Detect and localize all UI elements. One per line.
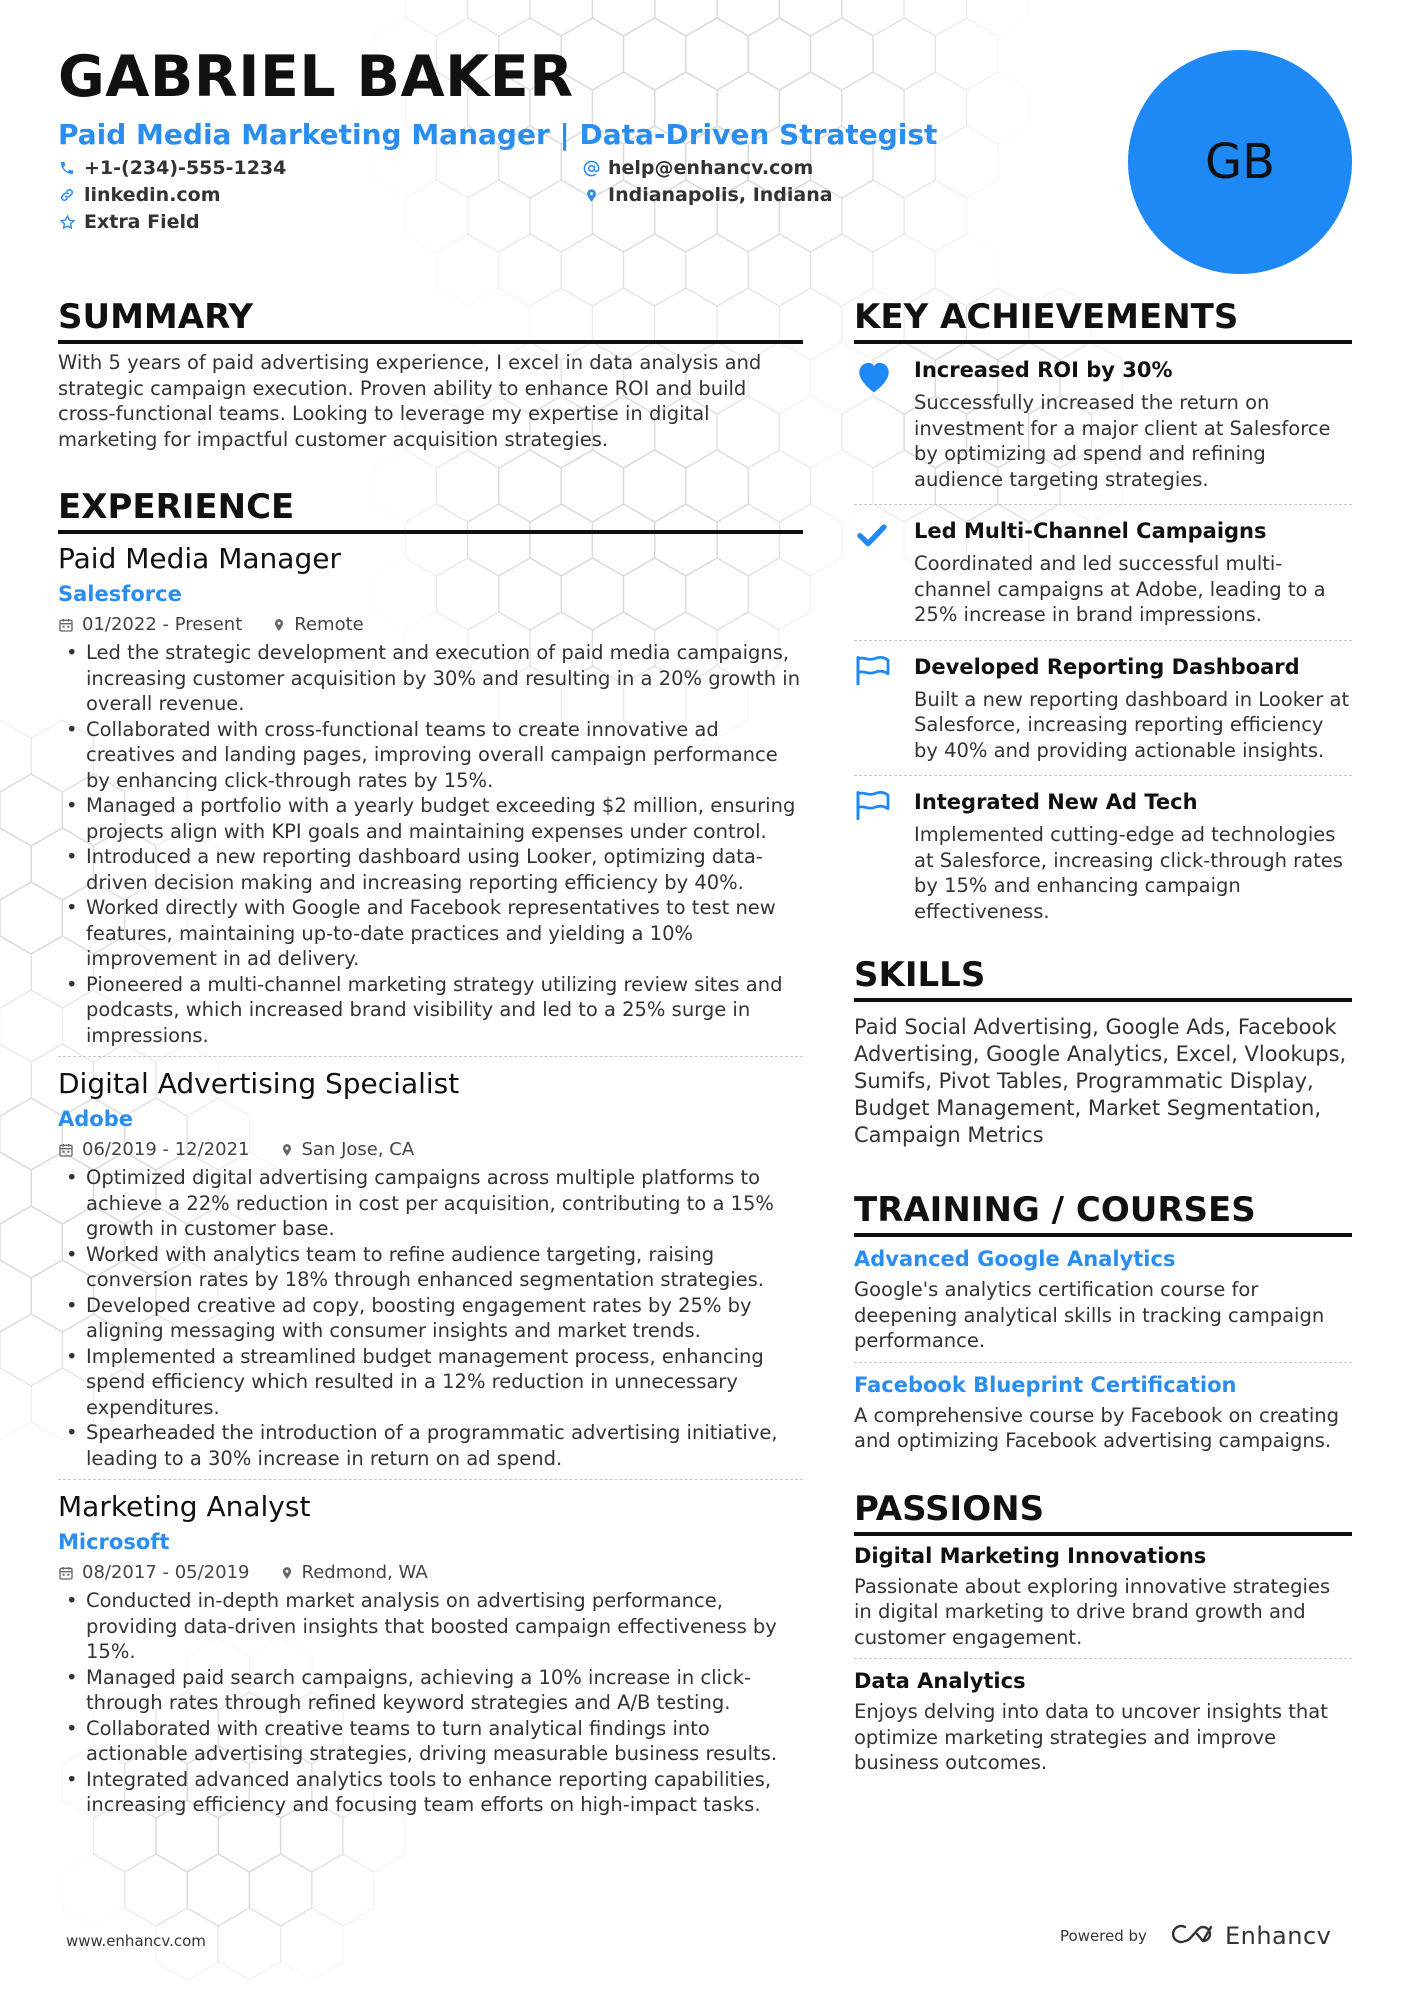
at-icon (582, 159, 600, 177)
bullet-item: • Developed creative ad copy, boosting engagement rates by 25% by aligning messaging with consumer insights and market trends. (58, 1293, 803, 1344)
contact-location (582, 184, 833, 206)
contact-phone[interactable] (58, 157, 286, 179)
brand-name: Enhancv (1224, 1922, 1332, 1950)
avatar-initials: GB (1204, 134, 1276, 190)
email-text: help@enhancv.com (608, 157, 814, 179)
bullet-item: • Introduced a new reporting dashboard using Looker, optimizing data-driven decision making and increasing reporting efficiency by 40%. (58, 844, 803, 895)
experience-heading: EXPERIENCE (58, 486, 803, 534)
contact-linkedin[interactable] (58, 184, 221, 206)
course-title[interactable]: Advanced Google Analytics (854, 1247, 1176, 1271)
job-title: Marketing Analyst (58, 1490, 311, 1523)
achievement-description: Implemented cutting-edge ad technologies at Salesforce, increasing click-through rates by 15% and enhancing campaign effectiveness. (914, 823, 1343, 923)
location-pin-icon (272, 617, 286, 633)
contact-extra (58, 211, 200, 233)
job-bullets (58, 1588, 803, 1818)
achievement-title: Integrated New Ad Tech (914, 790, 1198, 814)
passion-item (854, 1542, 1352, 1660)
achievement-title: Developed Reporting Dashboard (914, 654, 1300, 679)
bullet-item: • Managed paid search campaigns, achieving a 10% increase in click-through rates through refined keyword strategies and A/B testing. (58, 1665, 803, 1716)
passion-item (854, 1667, 1352, 1776)
company-name[interactable]: Salesforce (58, 582, 182, 606)
job-meta (58, 1137, 803, 1163)
course-item (854, 1245, 1352, 1363)
achievement-description: Coordinated and led successful multi-channel campaigns at Adobe, leading to a 25% increase in brand impressions. (914, 552, 1326, 626)
enhancv-logo-icon (1171, 1922, 1217, 1950)
job-bullets (58, 1165, 803, 1471)
experience-entry (58, 542, 803, 1057)
linkedin-text: linkedin.com (84, 184, 221, 206)
bullet-item: • Conducted in-depth market analysis on advertising performance, providing data-driven insights that boosted campaign effectiveness by 15%. (58, 1588, 803, 1665)
bullet-item: • Collaborated with creative teams to turn analytical findings into actionable advertising strategies, driving measurable business results. (58, 1716, 803, 1767)
course-item (854, 1371, 1352, 1454)
passion-title: Data Analytics (854, 1669, 1026, 1693)
company-name[interactable]: Adobe (58, 1107, 133, 1131)
phone-icon (58, 159, 76, 177)
skills-heading: SKILLS (854, 954, 1352, 1002)
footer-branding[interactable] (1060, 1922, 1331, 1950)
location-pin-icon (280, 1565, 294, 1581)
powered-by-label: Powered by (1060, 1927, 1147, 1945)
achievements-heading: KEY ACHIEVEMENTS (854, 296, 1352, 344)
achievement-item (854, 356, 1352, 505)
skills-list: Paid Social Advertising, Google Ads, Facebook Advertising, Google Analytics, Excel, Vlookups, Sumifs, Pivot Tables, Programmatic Display, Budget Management, Market Segmentation, Campaign Metrics (854, 1015, 1347, 1147)
bullet-item: • Collaborated with cross-functional teams to create innovative ad creatives and landing pages, improving overall campaign performance by enhancing click-through rates by 15%. (58, 717, 803, 794)
bullet-item: • Managed a portfolio with a yearly budget exceeding $2 million, ensuring projects align with KPI goals and maintaining expenses under control. (58, 793, 803, 844)
calendar-icon (58, 1142, 74, 1158)
course-title[interactable]: Facebook Blueprint Certification (854, 1372, 1237, 1397)
job-location: San Jose, CA (301, 1139, 415, 1160)
job-meta (58, 1560, 803, 1586)
calendar-icon (58, 1565, 74, 1581)
experience-entry (58, 1067, 803, 1480)
bullet-item: • Worked with analytics team to refine audience targeting, raising conversion rates by 18% through enhanced segmentation strategies. (58, 1242, 803, 1293)
job-title: Paid Media Manager (58, 542, 341, 575)
flag-icon (854, 788, 914, 924)
achievement-title: Increased ROI by 30% (914, 358, 1173, 382)
candidate-headline: Paid Media Marketing Manager | Data-Driven Strategist (58, 118, 938, 151)
training-heading: TRAINING / COURSES (854, 1189, 1352, 1237)
job-dates: 01/2022 - Present (82, 614, 243, 635)
calendar-icon (58, 617, 74, 633)
flag-icon (854, 653, 914, 764)
right-column (854, 296, 1352, 1776)
bullet-item: • Led the strategic development and execution of paid media campaigns, increasing customer acquisition by 30% and resulting in a 20% growth in overall revenue. (58, 640, 803, 717)
passion-title: Digital Marketing Innovations (854, 1543, 1207, 1568)
bullet-item: • Optimized digital advertising campaigns across multiple platforms to achieve a 22% reduction in cost per acquisition, contributing to a 15% growth in customer base. (58, 1165, 803, 1242)
footer-website-link[interactable]: www.enhancv.com (66, 1932, 206, 1950)
candidate-name: GABRIEL BAKER (58, 44, 574, 110)
bullet-item: • Pioneered a multi-channel marketing strategy utilizing review sites and podcasts, which increased brand visibility and led to a 25% surge in impressions. (58, 972, 803, 1049)
phone-text: +1-(234)-555-1234 (84, 157, 287, 179)
contact-email[interactable] (582, 157, 813, 179)
passions-heading: PASSIONS (854, 1488, 1352, 1536)
location-text: Indianapolis, Indiana (608, 184, 833, 206)
achievement-title: Led Multi-Channel Campaigns (914, 519, 1267, 543)
star-icon (58, 213, 76, 231)
course-description: Google's analytics certification course for deepening analytical skills in tracking campaign performance. (854, 1278, 1325, 1352)
bullet-item: • Spearheaded the introduction of a programmatic advertising initiative, leading to a 30% increase in return on ad spend. (58, 1420, 803, 1471)
location-pin-icon (280, 1142, 294, 1158)
checkmark-icon (854, 517, 914, 628)
job-title: Digital Advertising Specialist (58, 1067, 460, 1100)
summary-heading: SUMMARY (58, 296, 803, 344)
summary-text: With 5 years of paid advertising experience, I excel in data analysis and strategic campaign execution. Proven ability to enhance ROI and build cross-functional teams. Looking to leverage my expertise in digital marketing for impactful customer acquisition strategies. (58, 351, 762, 451)
job-location: Redmond, WA (301, 1562, 428, 1583)
bullet-item: • Worked directly with Google and Facebook representatives to test new features, maintaining up-to-date practices and yielding a 10% improvement in ad delivery. (58, 895, 803, 972)
bullet-item: • Implemented a streamlined budget management process, enhancing spend efficiency which resulted in a 12% reduction in unnecessary expenditures. (58, 1344, 803, 1421)
company-name[interactable]: Microsoft (58, 1530, 170, 1554)
course-description: A comprehensive course by Facebook on creating and optimizing Facebook advertising campaigns. (854, 1403, 1340, 1452)
location-pin-icon (582, 186, 600, 204)
extra-field-text: Extra Field (84, 211, 200, 233)
achievement-item (854, 517, 1352, 641)
experience-entry (58, 1490, 803, 1818)
passion-description: Enjoys delving into data to uncover insights that optimize marketing strategies and improve business outcomes. (854, 1700, 1328, 1774)
job-dates: 06/2019 - 12/2021 (82, 1139, 250, 1160)
bullet-item: • Integrated advanced analytics tools to enhance reporting capabilities, increasing efficiency and focusing team efforts on high-impact tasks. (58, 1767, 803, 1818)
link-icon (58, 186, 76, 204)
avatar (1128, 50, 1352, 274)
left-column (58, 296, 803, 1818)
passion-description: Passionate about exploring innovative strategies in digital marketing to drive brand growth and customer engagement. (854, 1574, 1331, 1649)
achievement-description: Built a new reporting dashboard in Looker at Salesforce, increasing reporting efficiency by 40% and providing actionable insights. (914, 687, 1350, 762)
achievement-description: Successfully increased the return on investment for a major client at Salesforce by optimizing ad spend and refining audience targeting strategies. (914, 391, 1331, 491)
heart-icon (854, 356, 914, 492)
job-bullets (58, 640, 803, 1048)
achievement-item (854, 788, 1352, 924)
job-meta (58, 612, 803, 638)
job-location: Remote (294, 614, 364, 635)
job-dates: 08/2017 - 05/2019 (82, 1562, 250, 1583)
achievement-item (854, 653, 1352, 777)
